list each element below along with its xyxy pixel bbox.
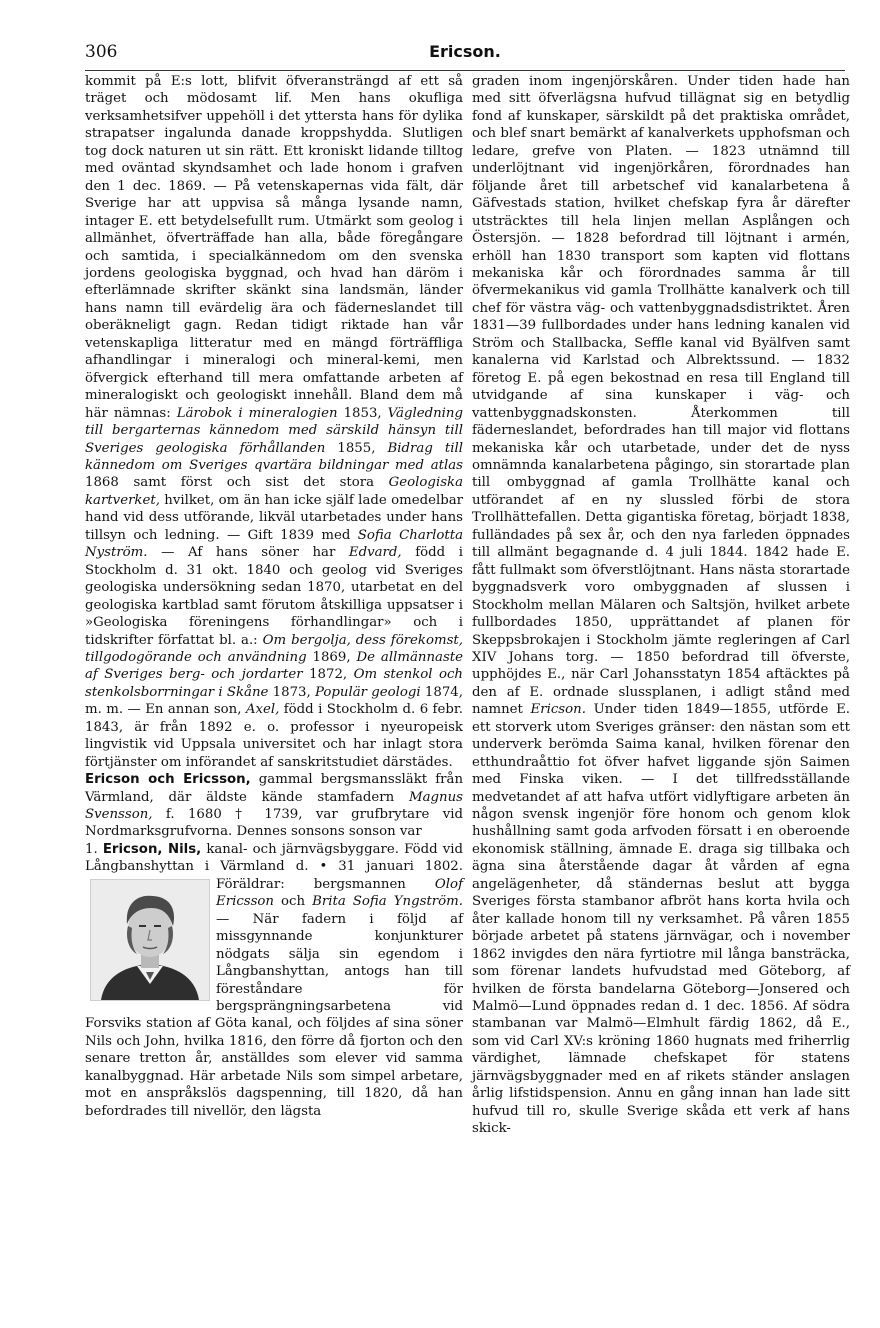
family-entry [85,771,463,841]
founder-name: Magnus Svensson, [85,789,463,823]
text-run: f. 1680 † 1739, var grufbrytare vid Nordmarksgrufvorna. Dennes sonsons sonson var [85,807,463,840]
spouse-name: Sofia Charlotta Nyström. [85,527,463,561]
son-name: Axel, [245,702,280,718]
family-heading: Ericson och Ericsson, [85,772,251,788]
text-run: 1869, [306,649,357,665]
text-run: 1855, [325,440,388,456]
work-title: Geologiska kartverket, [85,475,463,508]
text-run: gammal bergsmanssläkt från Värmland, där äldste kände stamfadern [85,772,464,805]
work-title: Bidrag till kännedom om Sveriges qvartära bildningar med atlas [85,440,463,473]
text-run: född i Stockholm d. 6 febr. 1843, är från 1892 e. o. professor i nyeuropeisk lingvistik vid Uppsala universitet och har inlagt stora förtjänster om införandet af sanskritstudiet därstädes. [85,702,463,770]
text-run: 1874, m. m. — En annan son, [85,684,463,718]
left-column [85,73,463,1120]
ericson-biography-paragraph [85,73,463,771]
work-title: De allmännaste af Sveriges berg- och jordarter [85,649,463,683]
text-run: graden inom ingenjörskåren. Under tiden hade han med sitt öfverlägsna hufvud tillägnat sig en betydlig fond af kunskaper, särskildt på det praktiska området, och blef snart bemärkt af kanalverkets upphofsman och ledare, grefve von Platen. — 1823 utnämnd till underlöjtnant vid ingenjörkåren, förordnades han följande året till arbetschef vid kanalarbetena å Gäfvestads station, hvilket chefskap fyra år därefter utsträcktes till hela linjen mellan Asplången och Östersjön. — 1828 befordrad till löjtnant i armén, erhöll han 1830 transport som kapten vid flottans mekaniska kår och förordnades samma år till öfvermekanikus vid gamla Trollhätte kanalverk och till chef för västra väg- och vattenbyggnadsdistriktet. Åren 1831—39 fullbordades under hans ledning kanalen vid Ström och Stallbacka, Seffle kanal vid Byälfven samt kanalerna vid Karlstad och Albrektssund. — 1832 företog E. på egen bekostnad en resa till England till utvidgande af sina kunskaper i väg- och vattenbyggnadskonsten. Återkommen till fäderneslandet, befordrades han till major vid flottans mekaniska kår och utarbetade, under det de nyss omnämnda kanalarbetena pågingo, sin storartade plan till ombyggnad af gamla Trollhätte kanal och utförandet af en ny slussled förbi de stora Trollhättefallen. Detta gigantiska företag, börjadt 1838, fulländades på sex år, och den nya farleden öppnades till allmänt begagnande d. 4 juli 1844. 1842 hade E. fått fullmakt som öfverstlöjtnant. Hans nästa storartade byggnadsverk voro ombyggnaden af slussen i Stockholm mellan Mälaren och Saltsjön, hvilket arbete fullbordades 1850, upprättandet af planen för Skeppsbrokajen i Stockholm jämte regleringen af Carl XIV Johans torg. — 1850 befordrad till öfverste, upphöjdes E., när Carl Johansstatyn 1854 aftäcktes på den af E. ordnade slussplanen, i adligt stånd med namnet [472,74,850,718]
text-run: — När fadern i följd af missgynnande konjunkturer nödgats sälja sin egendom i Långbanshyttan, antogs han till föreståndare för bergsprängningsarbetena vid Forsviks station af Göta kanal, och följdes af sina söner Nils och John, hvilka 1816, den förre då fjorton och den senare tretton år, anställdes som elever vid samma kanalbyggnad. Här arbetade Nils som simpel arbetare, mot en anspråkslös dagspenning, till 1820, då han befordrades till nivellör, den lägsta [85,911,463,1119]
page-number: 306 [85,42,118,62]
text-run: född i Stockholm d. 31 okt. 1840 och geolog vid Sveriges geologiska undersökning sedan 1870, utarbetat en del geologiska kartblad samt förutom åtskilliga uppsatser i »Geologiska föreningens förhandlingar» och i tidskrifter författat bl. a.: [85,545,463,648]
text-run: 1872, [302,667,354,683]
portrait-image [90,879,210,1001]
nils-biography-continued [472,73,850,1138]
entry-number: 1. [85,841,98,857]
text-run: 1873, [268,684,315,700]
text-run: Under tiden 1849—1855, utförde E. ett storverk utom Sveriges gränser: den nästan som ett underverk berömda Saima kanal, hvilken förenar den etthundraåttio fot öfver hafvet liggande sjön Saimen med Finska viken. — I det tillfredsställande medvetandet af att hafva utfört vidlyftigare arbeten än någon svensk ingenjör före honom och genom klok hushållning samt goda arfvoden försatt i en oberoende ekonomisk ställning, ämnade E. draga sig tillbaka och ägna sina återstående dagar åt vården af egna angelägenheter, då ständernas beslut att bygga Sveriges första stambanor afbröt hans korta hvila och åter kallade honom till ny verksamhet. På våren 1855 började arbetet på statens järnvägar, och i november 1862 invigdes den nära fyrtiotre mil långa bansträcka, som förenar landets hufvudstad med Göteborg, af hvilken de första bandelarna Göteborg—Jonsered och Malmö—Lund öppnades redan d. 1 dec. 1856. Af södra stambanan var Malmö—Elmhult färdig 1862, då E., som vid Carl XV:s kröning 1860 hugnats med friherrlig värdighet, lämnade chefskapet för statens järnvägsbyggnader med en af rikets ständer anslagen årlig lifstidspension. Annu en gång innan han lade sitt hufvud till ro, skulle Sverige skåda ett verk af hans skick- [472,702,851,1137]
work-title: Om bergolja, dess förekomst, tillgodogörande och användning [85,632,463,665]
text-run: kommit på E:s lott, blifvit öfveransträngd af ett så träget och mödosamt lif. Men hans okufliga verksamhetsifver uppehöll i det yttersta hans för dylika strapatser ingalunda danade kroppshydda. Slutligen tog dock naturen ut sin rätt. Ett kroniskt lidande tilltog med oväntad skyndsamhet och lade honom i grafven den 1 dec. 1869. — På vetenskapernas vida fält, där Sverige har att uppvisa så många lysande namn, intager E. ett betydelsefullt rum. Utmärkt som geolog i allmänhet, öfverträffade han alla, både föregångare och samtida, i specialkännedom om den svenska jordens geologiska byggnad, och hvad han däröm i efterlämnade skrifter skänkt sina landsmän, länder hans namn till evärdelig ära och fäderneslandet till oberäkneligt gagn. Redan tidigt riktade han vår vetenskapliga litteratur med en mängd förträffliga afhandlingar i mineralogi och mineral-kemi, men öfvergick efterhand till mera omfattande arbeten af mineralogiskt och geologiskt innehåll. Bland dem må här nämnas: [85,74,463,421]
text-run: kanal- och järnvägsbyggare. Född vid Långbanshyttan i Värmland d. • 31 januari 1802. Föräldrar: bergsmannen [85,841,463,892]
text-run: 1868 samt först och sist det stora [85,475,389,491]
text-run: 1853, [337,405,388,421]
work-title: Vägledning till bergarternas kännedom med särskild hänsyn till Sveriges geologiska förhållanden [85,405,463,456]
work-title: Populär geologi [314,684,421,700]
son-name: Edvard, [348,545,402,561]
father-name: Olof Ericsson [216,876,463,910]
mother-name: Brita Sofia Yngström. [312,894,463,910]
work-title: Lärobok i mineralogien [176,405,338,421]
text-run: — Af hans söner har [147,545,349,561]
portrait-engraving [91,880,209,1000]
noble-name: Ericson. [530,702,586,718]
header-rule [85,70,845,71]
page-header [85,42,845,66]
text-run: och [273,894,313,910]
right-column [472,73,850,1138]
nils-entry [85,841,463,1120]
running-head: Ericson. [429,42,501,61]
work-title: Om stenkol och stenkolsborrningar i Skåne [85,667,463,700]
text-run: hvilket, om än han icke själf lade omedelbar hand vid dess utförande, likväl utarbetades under hans tillsyn och ledning. — Gift 1839 med [85,492,463,543]
nils-name-heading: Ericson, Nils, [102,841,202,857]
